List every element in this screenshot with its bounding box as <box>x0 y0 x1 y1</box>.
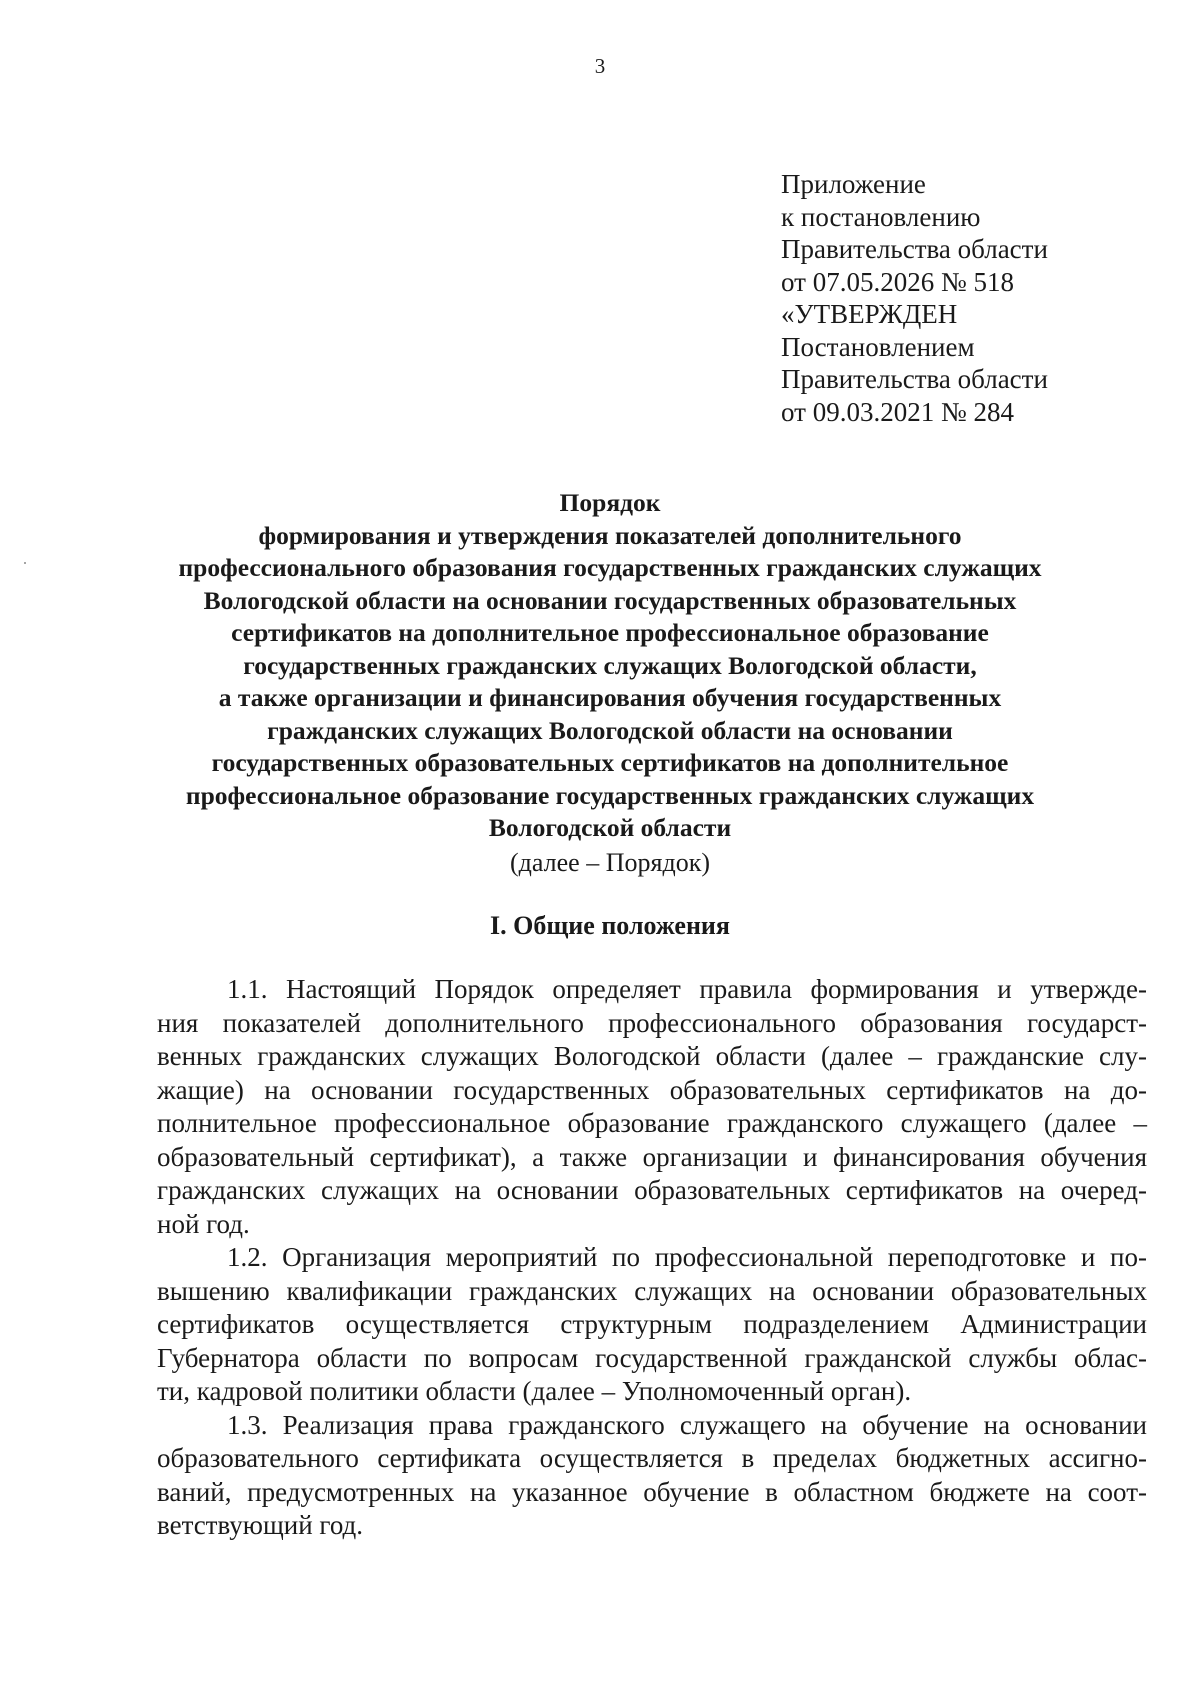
paragraph-line: сертификатов осуществляется структурным подразделением Администрации <box>157 1309 1147 1339</box>
paragraph-line: ваний, предусмотренных на указанное обучение в областном бюджете на соот- <box>157 1476 1147 1507</box>
paragraph-line: ти, кадровой политики области (далее – Уполномоченный орган). <box>157 1376 912 1406</box>
title-line: а также организации и финансирования обучения государственных <box>218 683 1002 712</box>
appendix-line: от 07.05.2026 № 518 <box>781 266 1014 297</box>
title-line: профессионального образования государственных гражданских служащих <box>178 553 1042 582</box>
paragraph-line: венных гражданских служащих Вологодской области (далее – гражданские слу- <box>157 1041 1147 1071</box>
title-line: Вологодской области <box>488 813 732 842</box>
appendix-line: Приложение <box>781 169 926 199</box>
title-line: государственных гражданских служащих Вологодской области, <box>243 650 977 680</box>
title-line: гражданских служащих Вологодской области на основании <box>267 715 953 745</box>
document-body <box>157 973 1147 1543</box>
paragraph-line: гражданских служащих на основании образовательных сертификатов на очеред- <box>157 1175 1147 1205</box>
document-title <box>140 487 1080 845</box>
title-line: профессиональное образование государственных гражданских служащих <box>185 780 1035 810</box>
page-number: 3 <box>594 54 606 78</box>
paragraph-line: ной год. <box>157 1208 250 1239</box>
document-subtitle: (далее – Порядок) <box>510 848 710 877</box>
title-line: Вологодской области на основании государственных образовательных <box>203 585 1017 615</box>
appendix-line: Постановлением <box>781 331 975 362</box>
appendix-line: Правительства области <box>781 364 1048 394</box>
paragraph-line: 1.1. Настоящий Порядок определяет правила формирования и утвержде- <box>227 974 1147 1004</box>
paragraph-1-2 <box>157 1241 1147 1409</box>
paragraph-line: ния показателей дополнительного профессионального образования государст- <box>157 1007 1147 1038</box>
paragraph-line: полнительное профессиональное образование гражданского служащего (далее – <box>157 1108 1147 1138</box>
section-heading: I. Общие положения <box>490 911 730 940</box>
paragraph-1-1 <box>157 973 1147 1241</box>
appendix-line: «УТВЕРЖДЕН <box>781 299 958 329</box>
title-line: Порядок <box>559 488 661 517</box>
paragraph-line: жащие) на основании государственных образовательных сертификатов на до- <box>157 1074 1147 1105</box>
appendix-line: от 09.03.2021 № 284 <box>781 396 1014 427</box>
paragraph-line: 1.3. Реализация права гражданского служащего на обучение на основании <box>227 1409 1147 1440</box>
title-line: государственных образовательных сертификатов на дополнительное <box>211 748 1009 777</box>
paragraph-1-3 <box>157 1409 1147 1543</box>
appendix-line: к постановлению <box>781 201 981 232</box>
appendix-approval-block <box>781 168 1048 428</box>
paragraph-line: ветствующий год. <box>157 1510 364 1540</box>
paragraph-line: образовательный сертификат), а также организации и финансирования обучения <box>157 1141 1147 1172</box>
scan-speck <box>24 562 26 564</box>
appendix-line: Правительства области <box>781 234 1048 264</box>
paragraph-line: 1.2. Организация мероприятий по профессиональной переподготовке и по- <box>227 1242 1147 1272</box>
paragraph-line: образовательного сертификата осуществляется в пределах бюджетных ассигно- <box>157 1443 1147 1473</box>
paragraph-line: Губернатора области по вопросам государственной гражданской службы облас- <box>157 1342 1147 1373</box>
title-line: формирования и утверждения показателей дополнительного <box>258 520 962 550</box>
paragraph-line: вышению квалификации гражданских служащих на основании образовательных <box>157 1275 1147 1306</box>
title-line: сертификатов на дополнительное профессиональное образование <box>231 618 989 647</box>
